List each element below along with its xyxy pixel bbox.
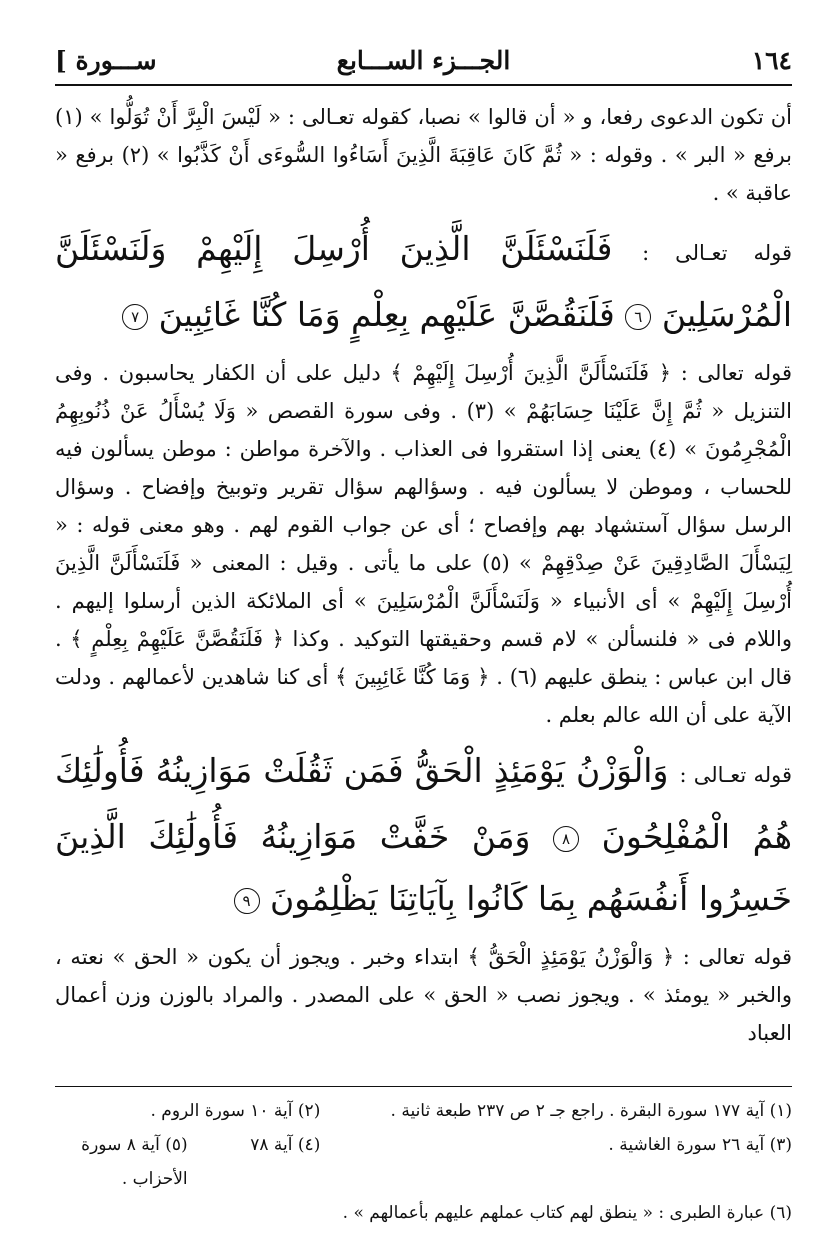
surah-label: [ ســـورة bbox=[55, 46, 157, 75]
footnote-divider bbox=[55, 1086, 792, 1087]
verse-number-7: ٧ bbox=[122, 304, 148, 330]
footnote-row bbox=[55, 1128, 792, 1196]
verse-text-4: وَمَنْ خَفَّتْ مَوَازِينُهُ فَأُولَٰئِكَ الَّذِينَ خَسِرُوا أَنفُسَهُم بِمَا كَانُوا بِآيَاتِنَا يَظْلِمُونَ bbox=[55, 817, 792, 918]
footnote-5: (٥) آية ٨ سورة الأحزاب . bbox=[81, 1135, 188, 1189]
verse-text-2: فَلَنَقُصَّنَّ عَلَيْهِم بِعِلْمٍ وَمَا كُنَّا غَائِبِينَ bbox=[158, 295, 615, 334]
footnote-1: (١) آية ١٧٧ سورة البقرة . راجع جـ ٢ ص ٢٣٧ طبعة ثانية . bbox=[390, 1101, 792, 1121]
verse-number-6: ٦ bbox=[625, 304, 651, 330]
paragraph-1: أن تكون الدعوى رفعا، و « أن قالوا » نصبا، كقوله تعـالى : « لَيْسَ الْبِرَّ أَنْ تُوَلُّوا » (١) برفع « البر » . وقوله : « ثُمَّ كَانَ عَاقِبَةَ الَّذِينَ أَسَاءُوا السُّوءَى أَنْ كَذَّبُوا » (٢) برفع « عاقبة » . bbox=[55, 105, 792, 205]
verse-text-1: فَلَنَسْئَلَنَّ الَّذِينَ أُرْسِلَ إِلَيْهِمْ وَلَنَسْئَلَنَّ الْمُرْسَلِينَ bbox=[55, 229, 792, 334]
verse-number-8: ٨ bbox=[553, 826, 579, 852]
footnote-6: (٦) عبارة الطبرى : « ينطق لهم كتاب عملهم عليهم بأعمالهم » . bbox=[342, 1203, 792, 1223]
footnote-3: (٣) آية ٢٦ سورة الغاشية . bbox=[608, 1135, 792, 1155]
verse-number-9: ٩ bbox=[234, 888, 260, 914]
footnote-4: (٤) آية ٧٨ bbox=[250, 1135, 321, 1155]
footnote-row bbox=[55, 1196, 792, 1230]
page-header bbox=[55, 40, 792, 86]
footnotes bbox=[55, 1094, 792, 1230]
page-number: ١٦٤ bbox=[751, 46, 792, 75]
paragraph-2: قوله تعالى : ﴿ فَلَنَسْأَلَنَّ الَّذِينَ أُرْسِلَ إِلَيْهِمْ ﴾ دليل على أن الكفار يحاسبون . وفى التنزيل « ثُمَّ إِنَّ عَلَيْنَا حِسَابَهُمْ » (٣) . وفى سورة القصص « وَلَا يُسْأَلُ عَنْ ذُنُوبِهِمُ الْمُجْرِمُونَ » (٤) يعنى إذا استقروا فى العذاب . والآخرة مواطن : موطن يسألون فيه للحساب ، وموطن لا يسألون فيه . وسؤالهم سؤال تقرير وتوبيخ وإفضاح . وسؤال الرسل سؤال آستشهاد بهم وإفصاح ؛ أى عن جواب القوم لهم . وهو معنى قوله : « لِيَسْأَلَ الصَّادِقِينَ عَنْ صِدْقِهِمْ » (٥) على ما يأتى . وقيل : المعنى « فَلَنَسْأَلَنَّ الَّذِينَ أُرْسِلَ إِلَيْهِمْ » أى الأنبياء « وَلَنَسْأَلَنَّ الْمُرْسَلِينَ » أى الملائكة الذين أرسلوا إليهم . واللام فى « فلنسألن » لام قسم وحقيقتها التوكيد . وكذا ﴿ فَلَنَقُصَّنَّ عَلَيْهِمْ بِعِلْمٍ ﴾ . قال ابن عباس : ينطق عليهم (٦) . ﴿ وَمَا كُنَّا غَائِبِينَ ﴾ أى كنا شاهدين لأعمالهم . ودلت الآية على أن الله عالم بعلم . bbox=[55, 361, 792, 727]
main-text bbox=[55, 98, 792, 1052]
verse-block-2 bbox=[55, 740, 792, 930]
footnote-row bbox=[55, 1094, 792, 1128]
verse-text-3: وَالْوَزْنُ يَوْمَئِذٍ الْحَقُّ فَمَن ثَقُلَتْ مَوَازِينُهُ فَأُولَٰئِكَ هُمُ الْمُفْلِحُونَ bbox=[55, 751, 793, 856]
paragraph-3: قوله تعالى : ﴿ وَالْوَزْنُ يَوْمَئِذٍ الْحَقُّ ﴾ ابتداء وخبر . ويجوز أن يكون « الحق » نعته ، والخبر « يومئذ » . ويجوز نصب « الحق » على المصدر . والمراد بالوزن وزن أعمال العباد bbox=[55, 945, 792, 1045]
verse-lead-1: قوله تعـالى : bbox=[642, 241, 792, 265]
verse-block-1 bbox=[55, 218, 792, 346]
footnote-2: (٢) آية ١٠ سورة الروم . bbox=[150, 1101, 321, 1121]
running-title: الجـــزء الســـابع bbox=[336, 46, 511, 75]
verse-lead-2: قوله تعـالى : bbox=[679, 763, 792, 787]
